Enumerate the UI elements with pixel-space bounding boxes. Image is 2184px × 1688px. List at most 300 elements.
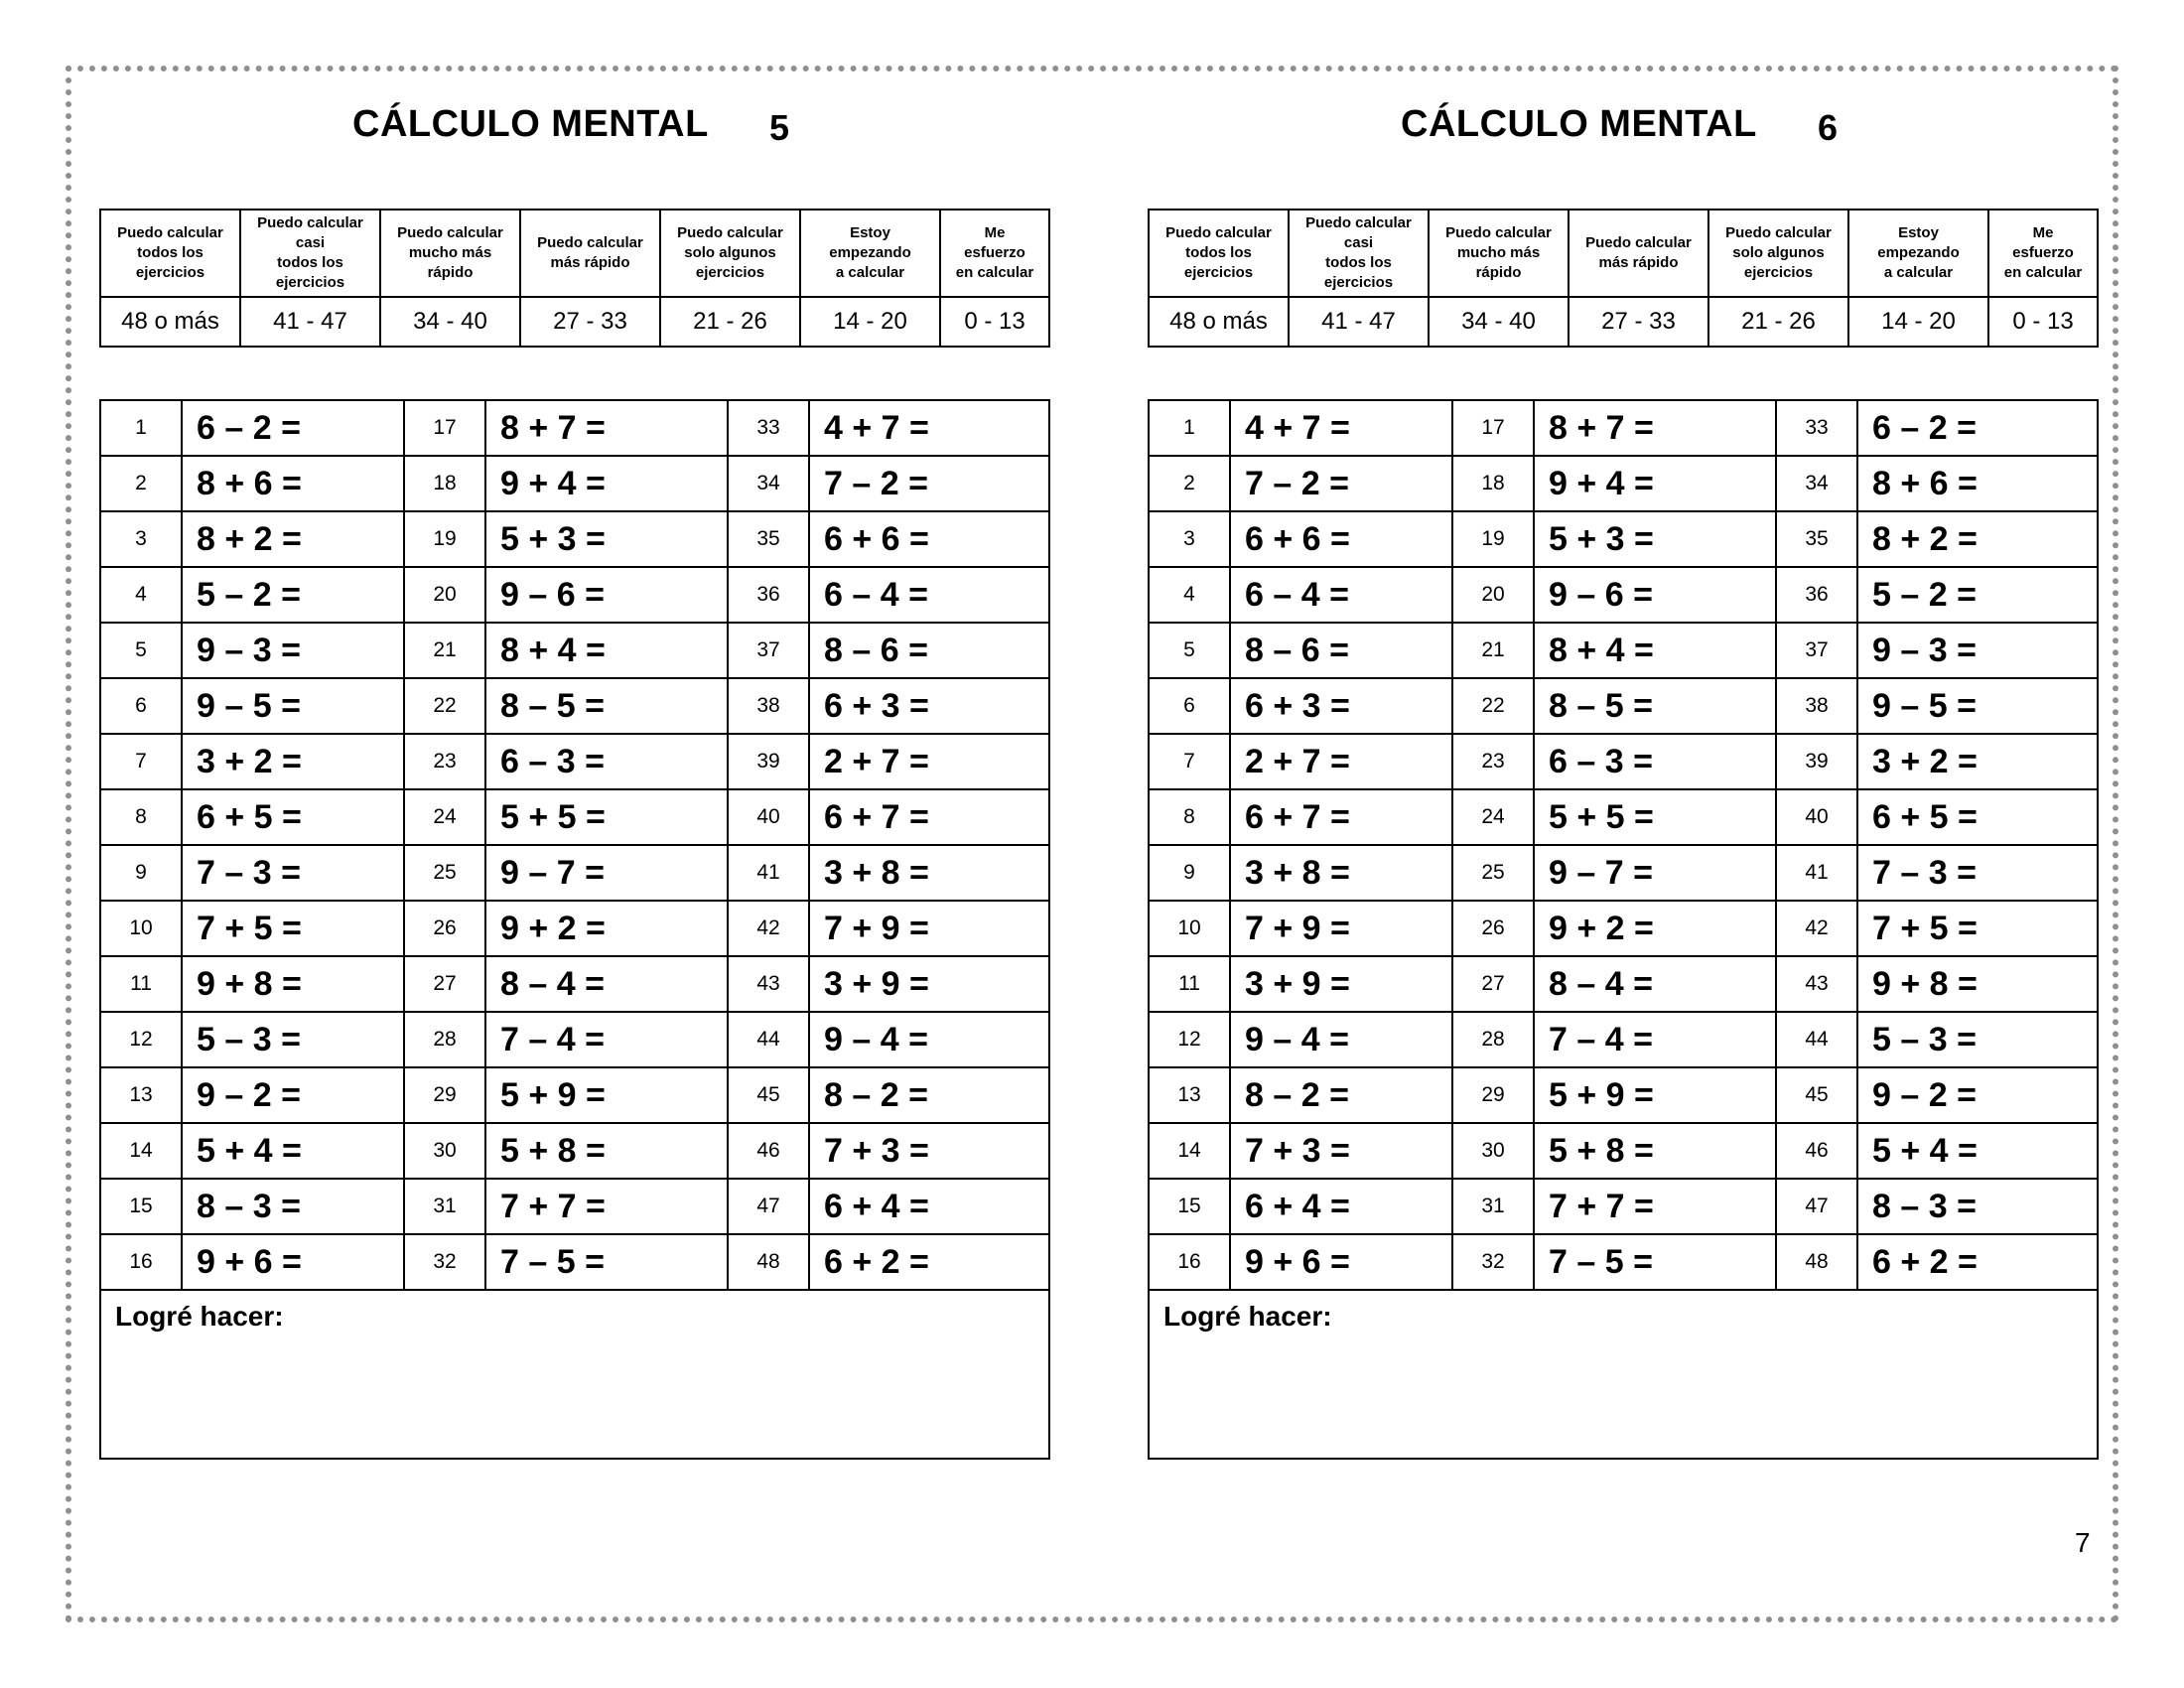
exercise-expression: 9 – 5 = bbox=[182, 678, 404, 734]
rating-range: 34 - 40 bbox=[380, 297, 520, 347]
exercise-row bbox=[100, 734, 1049, 789]
exercise-expression: 7 + 5 = bbox=[182, 901, 404, 956]
exercise-number: 14 bbox=[100, 1123, 182, 1179]
exercise-number: 3 bbox=[1149, 511, 1230, 567]
exercise-number: 36 bbox=[728, 567, 809, 623]
rating-description-line: Estoy bbox=[850, 224, 890, 241]
exercise-number: 47 bbox=[728, 1179, 809, 1234]
rating-description-line: todos los bbox=[277, 254, 343, 271]
worksheet-number: 6 bbox=[1818, 107, 1839, 148]
rating-description bbox=[240, 210, 380, 297]
rating-description-line: ejercicios bbox=[135, 264, 205, 281]
exercise-row bbox=[100, 901, 1049, 956]
exercise-number: 15 bbox=[1149, 1179, 1230, 1234]
exercise-expression: 8 – 3 = bbox=[182, 1179, 404, 1234]
exercise-expression: 8 + 7 = bbox=[1534, 400, 1776, 456]
rating-description-line: empezando bbox=[829, 244, 911, 261]
exercise-expression: 7 – 3 = bbox=[182, 845, 404, 901]
exercise-number: 45 bbox=[728, 1067, 809, 1123]
exercise-expression: 8 + 2 = bbox=[182, 511, 404, 567]
exercise-expression: 7 + 9 = bbox=[809, 901, 1049, 956]
exercise-expression: 6 + 2 = bbox=[809, 1234, 1049, 1290]
worksheet-title: CÁLCULO MENTAL bbox=[352, 103, 709, 145]
exercise-number: 38 bbox=[1776, 678, 1857, 734]
exercise-number: 28 bbox=[1452, 1012, 1534, 1067]
exercise-table bbox=[1148, 399, 2099, 1460]
exercise-number: 2 bbox=[100, 456, 182, 511]
rating-description-line: Puedo calcular bbox=[397, 224, 503, 241]
exercise-row bbox=[1149, 567, 2098, 623]
rating-ranges-row bbox=[1149, 297, 2098, 347]
rating-description bbox=[520, 210, 660, 297]
rating-range: 34 - 40 bbox=[1429, 297, 1569, 347]
exercise-number: 35 bbox=[1776, 511, 1857, 567]
exercise-number: 6 bbox=[1149, 678, 1230, 734]
rating-description-line: ejercicios bbox=[1743, 264, 1814, 281]
exercise-number: 19 bbox=[1452, 511, 1534, 567]
exercise-expression: 6 + 6 = bbox=[1230, 511, 1452, 567]
exercise-expression: 6 – 2 = bbox=[1857, 400, 2098, 456]
exercise-expression: 7 – 5 = bbox=[485, 1234, 728, 1290]
logro-box: Logré hacer: bbox=[100, 1290, 1049, 1459]
exercise-number: 48 bbox=[728, 1234, 809, 1290]
worksheet-number: 5 bbox=[769, 107, 790, 148]
exercise-number: 7 bbox=[100, 734, 182, 789]
exercise-table bbox=[99, 399, 1050, 1460]
exercise-row bbox=[100, 956, 1049, 1012]
exercise-number: 1 bbox=[100, 400, 182, 456]
exercise-number: 41 bbox=[728, 845, 809, 901]
exercise-number: 1 bbox=[1149, 400, 1230, 456]
rating-description-line: ejercicios bbox=[695, 264, 765, 281]
exercise-expression: 5 + 3 = bbox=[485, 511, 728, 567]
rating-description-line: rápido bbox=[427, 264, 474, 281]
exercise-number: 26 bbox=[1452, 901, 1534, 956]
rating-ranges-row bbox=[100, 297, 1049, 347]
exercise-number: 33 bbox=[1776, 400, 1857, 456]
rating-description-line: solo algunos bbox=[684, 244, 776, 261]
exercise-expression: 9 + 2 = bbox=[485, 901, 728, 956]
exercise-expression: 2 + 7 = bbox=[1230, 734, 1452, 789]
rating-range: 41 - 47 bbox=[240, 297, 380, 347]
exercise-expression: 6 – 3 = bbox=[1534, 734, 1776, 789]
exercise-row bbox=[100, 400, 1049, 456]
exercise-expression: 5 + 4 = bbox=[1857, 1123, 2098, 1179]
exercise-expression: 9 – 3 = bbox=[1857, 623, 2098, 678]
rating-description-line: más rápido bbox=[1598, 254, 1679, 271]
exercise-expression: 7 – 2 = bbox=[1230, 456, 1452, 511]
exercise-number: 34 bbox=[1776, 456, 1857, 511]
exercise-expression: 8 – 5 = bbox=[485, 678, 728, 734]
exercise-row bbox=[1149, 1179, 2098, 1234]
exercise-expression: 9 – 2 = bbox=[182, 1067, 404, 1123]
exercise-expression: 6 + 6 = bbox=[809, 511, 1049, 567]
exercise-expression: 7 – 4 = bbox=[485, 1012, 728, 1067]
rating-description bbox=[1848, 210, 1988, 297]
rating-description bbox=[380, 210, 520, 297]
exercise-number: 30 bbox=[404, 1123, 485, 1179]
exercise-expression: 5 + 5 = bbox=[1534, 789, 1776, 845]
rating-description-line: mucho más bbox=[408, 244, 492, 261]
exercise-expression: 9 – 6 = bbox=[485, 567, 728, 623]
exercise-expression: 9 + 2 = bbox=[1534, 901, 1776, 956]
rating-scale-table bbox=[1148, 209, 2099, 348]
exercise-number: 29 bbox=[404, 1067, 485, 1123]
rating-description-line: Me bbox=[2032, 224, 2054, 241]
exercise-number: 24 bbox=[404, 789, 485, 845]
worksheet-header bbox=[99, 103, 1048, 163]
rating-description-line: Puedo calcular bbox=[537, 234, 643, 251]
exercise-number: 44 bbox=[1776, 1012, 1857, 1067]
exercise-number: 28 bbox=[404, 1012, 485, 1067]
rating-description-line: Me bbox=[984, 224, 1006, 241]
rating-description-line: mucho más bbox=[1456, 244, 1541, 261]
exercise-expression: 3 + 8 = bbox=[809, 845, 1049, 901]
rating-description-line: Puedo calcular bbox=[677, 224, 783, 241]
rating-description bbox=[1429, 210, 1569, 297]
exercise-row bbox=[100, 1123, 1049, 1179]
exercise-expression: 7 + 5 = bbox=[1857, 901, 2098, 956]
exercise-number: 37 bbox=[1776, 623, 1857, 678]
exercise-number: 23 bbox=[1452, 734, 1534, 789]
exercise-number: 30 bbox=[1452, 1123, 1534, 1179]
exercise-row bbox=[100, 1179, 1049, 1234]
exercise-number: 13 bbox=[1149, 1067, 1230, 1123]
exercise-number: 25 bbox=[404, 845, 485, 901]
rating-description bbox=[660, 210, 800, 297]
exercise-expression: 8 + 4 = bbox=[1534, 623, 1776, 678]
exercise-number: 10 bbox=[1149, 901, 1230, 956]
rating-descriptions-row bbox=[1149, 210, 2098, 297]
rating-descriptions-row bbox=[100, 210, 1049, 297]
rating-description-line: Puedo calcular bbox=[257, 214, 363, 231]
exercise-expression: 6 – 4 = bbox=[1230, 567, 1452, 623]
rating-description bbox=[1708, 210, 1848, 297]
exercise-number: 4 bbox=[100, 567, 182, 623]
rating-range: 0 - 13 bbox=[1988, 297, 2098, 347]
rating-description-line: esfuerzo bbox=[964, 244, 1025, 261]
exercise-number: 21 bbox=[1452, 623, 1534, 678]
page-number: 7 bbox=[2075, 1527, 2091, 1558]
exercise-row bbox=[1149, 623, 2098, 678]
exercise-row bbox=[1149, 845, 2098, 901]
exercise-expression: 3 + 8 = bbox=[1230, 845, 1452, 901]
exercise-expression: 3 + 2 = bbox=[1857, 734, 2098, 789]
exercise-row bbox=[1149, 1067, 2098, 1123]
exercise-expression: 5 – 3 = bbox=[182, 1012, 404, 1067]
exercise-number: 32 bbox=[404, 1234, 485, 1290]
exercise-row bbox=[100, 511, 1049, 567]
exercise-number: 3 bbox=[100, 511, 182, 567]
exercise-expression: 7 – 2 = bbox=[809, 456, 1049, 511]
exercise-number: 16 bbox=[1149, 1234, 1230, 1290]
exercise-expression: 8 – 2 = bbox=[1230, 1067, 1452, 1123]
rating-description-line: ejercicios bbox=[1183, 264, 1254, 281]
exercise-expression: 7 + 7 = bbox=[485, 1179, 728, 1234]
rating-description bbox=[100, 210, 240, 297]
rating-description-line: Puedo calcular bbox=[117, 224, 223, 241]
exercise-expression: 5 – 2 = bbox=[1857, 567, 2098, 623]
exercise-row bbox=[1149, 1012, 2098, 1067]
exercise-number: 24 bbox=[1452, 789, 1534, 845]
exercise-number: 45 bbox=[1776, 1067, 1857, 1123]
exercise-number: 19 bbox=[404, 511, 485, 567]
exercise-number: 43 bbox=[728, 956, 809, 1012]
exercise-row bbox=[100, 1012, 1049, 1067]
rating-description-line: todos los bbox=[1185, 244, 1252, 261]
exercise-number: 16 bbox=[100, 1234, 182, 1290]
exercise-expression: 9 + 4 = bbox=[485, 456, 728, 511]
exercise-row bbox=[100, 789, 1049, 845]
exercise-number: 40 bbox=[728, 789, 809, 845]
rating-range: 41 - 47 bbox=[1289, 297, 1429, 347]
exercise-number: 21 bbox=[404, 623, 485, 678]
exercise-expression: 6 + 2 = bbox=[1857, 1234, 2098, 1290]
exercise-expression: 5 + 5 = bbox=[485, 789, 728, 845]
exercise-expression: 6 – 4 = bbox=[809, 567, 1049, 623]
exercise-row bbox=[100, 678, 1049, 734]
exercise-number: 17 bbox=[404, 400, 485, 456]
rating-range: 14 - 20 bbox=[800, 297, 940, 347]
exercise-row bbox=[1149, 1123, 2098, 1179]
exercise-expression: 6 + 5 = bbox=[182, 789, 404, 845]
exercise-number: 27 bbox=[1452, 956, 1534, 1012]
rating-scale-table bbox=[99, 209, 1050, 348]
rating-description-line: más rápido bbox=[550, 254, 630, 271]
exercise-expression: 9 – 2 = bbox=[1857, 1067, 2098, 1123]
exercise-row bbox=[100, 845, 1049, 901]
exercise-expression: 7 – 4 = bbox=[1534, 1012, 1776, 1067]
rating-description-line: esfuerzo bbox=[2012, 244, 2074, 261]
exercise-number: 43 bbox=[1776, 956, 1857, 1012]
exercise-number: 11 bbox=[1149, 956, 1230, 1012]
rating-description-line: en calcular bbox=[955, 264, 1034, 281]
exercise-number: 8 bbox=[1149, 789, 1230, 845]
exercise-expression: 3 + 9 = bbox=[809, 956, 1049, 1012]
exercise-row bbox=[100, 623, 1049, 678]
exercise-number: 5 bbox=[100, 623, 182, 678]
exercise-expression: 4 + 7 = bbox=[1230, 400, 1452, 456]
exercise-row bbox=[100, 567, 1049, 623]
exercise-number: 46 bbox=[728, 1123, 809, 1179]
exercise-expression: 8 – 2 = bbox=[809, 1067, 1049, 1123]
exercise-number: 36 bbox=[1776, 567, 1857, 623]
exercise-expression: 6 + 7 = bbox=[809, 789, 1049, 845]
rating-description bbox=[800, 210, 940, 297]
exercise-number: 10 bbox=[100, 901, 182, 956]
rating-range: 48 o más bbox=[1149, 297, 1289, 347]
rating-description bbox=[1149, 210, 1289, 297]
exercise-number: 9 bbox=[100, 845, 182, 901]
exercise-number: 34 bbox=[728, 456, 809, 511]
exercise-expression: 8 + 4 = bbox=[485, 623, 728, 678]
rating-description-line: en calcular bbox=[2003, 264, 2083, 281]
exercise-row bbox=[100, 456, 1049, 511]
rating-description-line: todos los bbox=[137, 244, 204, 261]
exercise-row bbox=[100, 1067, 1049, 1123]
exercise-number: 7 bbox=[1149, 734, 1230, 789]
exercise-number: 46 bbox=[1776, 1123, 1857, 1179]
exercise-number: 25 bbox=[1452, 845, 1534, 901]
rating-range: 0 - 13 bbox=[940, 297, 1049, 347]
exercise-expression: 7 + 3 = bbox=[809, 1123, 1049, 1179]
exercise-expression: 9 – 4 = bbox=[1230, 1012, 1452, 1067]
exercise-number: 41 bbox=[1776, 845, 1857, 901]
exercise-expression: 9 + 8 = bbox=[182, 956, 404, 1012]
exercise-row bbox=[1149, 400, 2098, 456]
rating-range: 21 - 26 bbox=[1708, 297, 1848, 347]
exercise-expression: 3 + 2 = bbox=[182, 734, 404, 789]
exercise-expression: 5 + 9 = bbox=[485, 1067, 728, 1123]
exercise-expression: 7 – 5 = bbox=[1534, 1234, 1776, 1290]
exercise-expression: 9 – 3 = bbox=[182, 623, 404, 678]
exercise-expression: 9 + 4 = bbox=[1534, 456, 1776, 511]
rating-description bbox=[1289, 210, 1429, 297]
exercise-number: 4 bbox=[1149, 567, 1230, 623]
worksheet-title: CÁLCULO MENTAL bbox=[1401, 103, 1757, 145]
exercise-expression: 8 + 2 = bbox=[1857, 511, 2098, 567]
exercise-expression: 6 – 3 = bbox=[485, 734, 728, 789]
rating-description-line: a calcular bbox=[835, 264, 905, 281]
exercise-expression: 5 + 4 = bbox=[182, 1123, 404, 1179]
exercise-number: 26 bbox=[404, 901, 485, 956]
exercise-row bbox=[1149, 678, 2098, 734]
exercise-expression: 7 + 9 = bbox=[1230, 901, 1452, 956]
exercise-number: 29 bbox=[1452, 1067, 1534, 1123]
rating-description-line: a calcular bbox=[1883, 264, 1954, 281]
exercise-number: 20 bbox=[1452, 567, 1534, 623]
exercise-number: 31 bbox=[404, 1179, 485, 1234]
exercise-expression: 7 – 3 = bbox=[1857, 845, 2098, 901]
rating-description-line: casi bbox=[1343, 234, 1374, 251]
exercise-row bbox=[1149, 789, 2098, 845]
exercise-number: 8 bbox=[100, 789, 182, 845]
exercise-number: 33 bbox=[728, 400, 809, 456]
rating-description-line: Puedo calcular bbox=[1305, 214, 1412, 231]
exercise-number: 11 bbox=[100, 956, 182, 1012]
rating-description-line: ejercicios bbox=[1323, 274, 1394, 291]
exercise-expression: 5 + 9 = bbox=[1534, 1067, 1776, 1123]
exercise-expression: 9 – 7 = bbox=[1534, 845, 1776, 901]
exercise-expression: 8 + 6 = bbox=[1857, 456, 2098, 511]
exercise-expression: 6 + 4 = bbox=[1230, 1179, 1452, 1234]
exercise-number: 18 bbox=[1452, 456, 1534, 511]
logro-row bbox=[1149, 1290, 2098, 1459]
exercise-expression: 5 – 3 = bbox=[1857, 1012, 2098, 1067]
exercise-expression: 9 + 8 = bbox=[1857, 956, 2098, 1012]
exercise-expression: 3 + 9 = bbox=[1230, 956, 1452, 1012]
rating-range: 21 - 26 bbox=[660, 297, 800, 347]
exercise-number: 48 bbox=[1776, 1234, 1857, 1290]
exercise-row bbox=[1149, 734, 2098, 789]
exercise-number: 17 bbox=[1452, 400, 1534, 456]
exercise-expression: 4 + 7 = bbox=[809, 400, 1049, 456]
exercise-expression: 6 + 3 = bbox=[809, 678, 1049, 734]
exercise-expression: 5 + 3 = bbox=[1534, 511, 1776, 567]
exercise-number: 14 bbox=[1149, 1123, 1230, 1179]
exercise-expression: 9 + 6 = bbox=[1230, 1234, 1452, 1290]
exercise-expression: 8 + 6 = bbox=[182, 456, 404, 511]
exercise-number: 9 bbox=[1149, 845, 1230, 901]
worksheet-header bbox=[1148, 103, 2097, 163]
rating-description bbox=[940, 210, 1049, 297]
rating-description bbox=[1569, 210, 1708, 297]
rating-description-line: Puedo calcular bbox=[1725, 224, 1832, 241]
exercise-expression: 6 + 4 = bbox=[809, 1179, 1049, 1234]
exercise-expression: 6 + 3 = bbox=[1230, 678, 1452, 734]
exercise-number: 27 bbox=[404, 956, 485, 1012]
exercise-expression: 8 – 6 = bbox=[809, 623, 1049, 678]
exercise-expression: 8 – 3 = bbox=[1857, 1179, 2098, 1234]
exercise-number: 20 bbox=[404, 567, 485, 623]
exercise-row bbox=[1149, 456, 2098, 511]
rating-description-line: todos los bbox=[1325, 254, 1392, 271]
exercise-expression: 6 + 5 = bbox=[1857, 789, 2098, 845]
rating-range: 27 - 33 bbox=[520, 297, 660, 347]
exercise-expression: 5 + 8 = bbox=[485, 1123, 728, 1179]
exercise-row bbox=[100, 1234, 1049, 1290]
rating-description-line: Puedo calcular bbox=[1585, 234, 1692, 251]
exercise-expression: 2 + 7 = bbox=[809, 734, 1049, 789]
exercise-expression: 8 + 7 = bbox=[485, 400, 728, 456]
exercise-row bbox=[1149, 901, 2098, 956]
exercise-number: 42 bbox=[728, 901, 809, 956]
exercise-expression: 5 – 2 = bbox=[182, 567, 404, 623]
exercise-number: 32 bbox=[1452, 1234, 1534, 1290]
exercise-number: 31 bbox=[1452, 1179, 1534, 1234]
exercise-expression: 7 + 3 = bbox=[1230, 1123, 1452, 1179]
exercise-expression: 9 – 5 = bbox=[1857, 678, 2098, 734]
rating-description-line: ejercicios bbox=[275, 274, 345, 291]
exercise-expression: 8 – 5 = bbox=[1534, 678, 1776, 734]
exercise-expression: 9 – 6 = bbox=[1534, 567, 1776, 623]
exercise-number: 40 bbox=[1776, 789, 1857, 845]
exercise-number: 38 bbox=[728, 678, 809, 734]
rating-description-line: Puedo calcular bbox=[1445, 224, 1552, 241]
exercise-expression: 8 – 4 = bbox=[1534, 956, 1776, 1012]
exercise-row bbox=[1149, 1234, 2098, 1290]
exercise-row bbox=[1149, 956, 2098, 1012]
exercise-expression: 8 – 6 = bbox=[1230, 623, 1452, 678]
exercise-expression: 9 – 7 = bbox=[485, 845, 728, 901]
exercise-number: 5 bbox=[1149, 623, 1230, 678]
exercise-number: 35 bbox=[728, 511, 809, 567]
exercise-expression: 9 + 6 = bbox=[182, 1234, 404, 1290]
exercise-number: 13 bbox=[100, 1067, 182, 1123]
rating-description bbox=[1988, 210, 2098, 297]
exercise-expression: 9 – 4 = bbox=[809, 1012, 1049, 1067]
exercise-number: 12 bbox=[100, 1012, 182, 1067]
exercise-number: 22 bbox=[404, 678, 485, 734]
rating-description-line: solo algunos bbox=[1732, 244, 1825, 261]
exercise-number: 6 bbox=[100, 678, 182, 734]
rating-description-line: rápido bbox=[1475, 264, 1522, 281]
exercise-number: 12 bbox=[1149, 1012, 1230, 1067]
exercise-expression: 8 – 4 = bbox=[485, 956, 728, 1012]
exercise-number: 22 bbox=[1452, 678, 1534, 734]
exercise-expression: 6 + 7 = bbox=[1230, 789, 1452, 845]
exercise-number: 37 bbox=[728, 623, 809, 678]
exercise-number: 39 bbox=[1776, 734, 1857, 789]
exercise-number: 44 bbox=[728, 1012, 809, 1067]
exercise-number: 23 bbox=[404, 734, 485, 789]
exercise-number: 42 bbox=[1776, 901, 1857, 956]
exercise-row bbox=[1149, 511, 2098, 567]
exercise-expression: 5 + 8 = bbox=[1534, 1123, 1776, 1179]
rating-range: 14 - 20 bbox=[1848, 297, 1988, 347]
rating-description-line: casi bbox=[295, 234, 326, 251]
rating-range: 27 - 33 bbox=[1569, 297, 1708, 347]
